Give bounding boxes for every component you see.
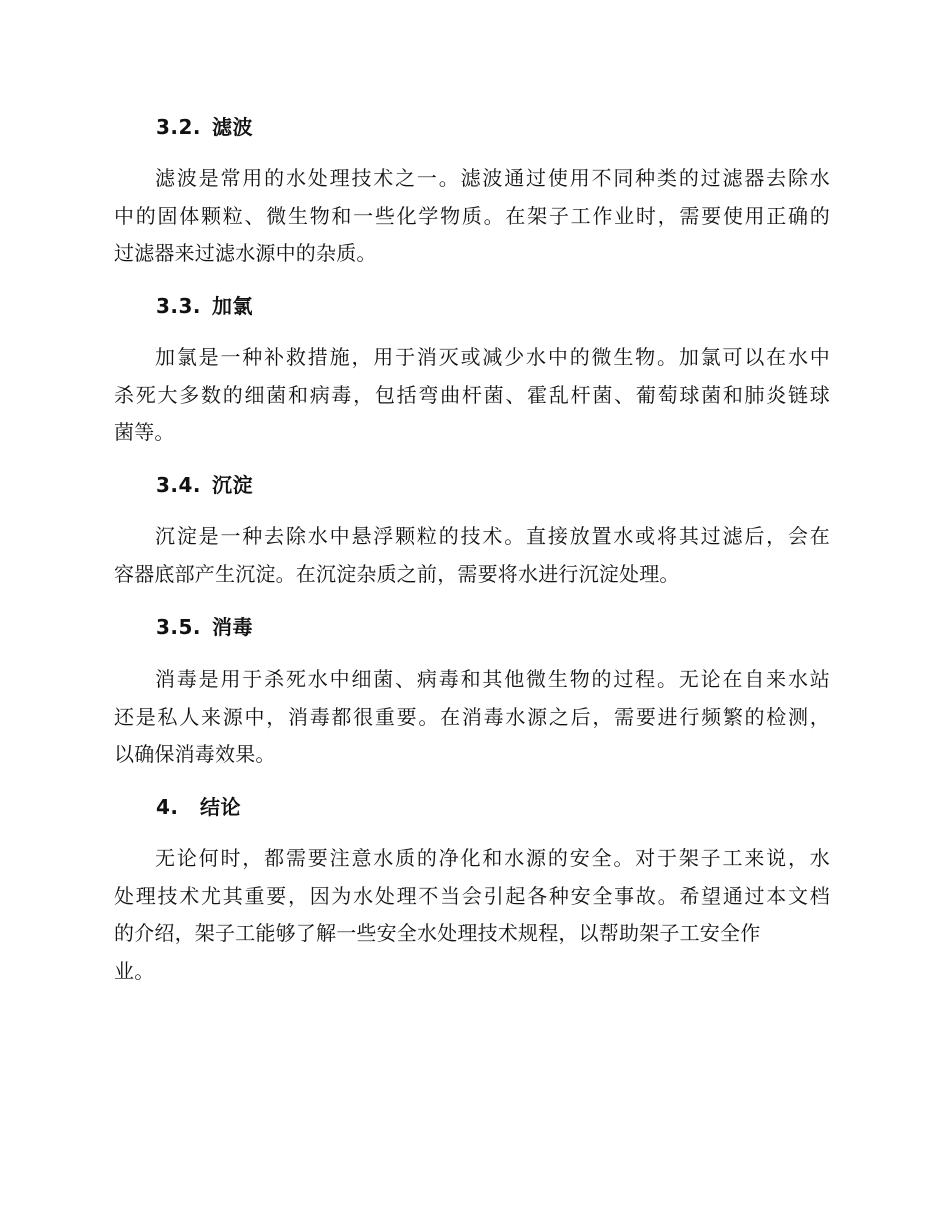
- paragraph-line: 无论何时，都需要注意水质的净化和水源的安全。对于架子工来说，水: [155, 846, 830, 870]
- paragraph-line: 业。: [114, 958, 155, 983]
- section-heading-3-3: [156, 292, 253, 320]
- section-title: 沉淀: [212, 473, 253, 497]
- paragraph-line: 还是私人来源中，消毒都很重要。在消毒水源之后，需要进行频繁的检测，: [114, 704, 830, 729]
- section-heading-3-5: [156, 613, 253, 641]
- section-title: 加氯: [212, 294, 253, 318]
- paragraph-line: 加氯是一种补救措施，用于消灭或减少水中的微生物。加氯可以在水中: [155, 345, 830, 369]
- section-paragraph-3-4: [114, 518, 830, 593]
- section-number: 4.: [156, 795, 179, 819]
- section-paragraph-3-2: [114, 160, 830, 273]
- section-heading-4: [156, 793, 241, 821]
- section-number: 3.2.: [156, 115, 202, 139]
- section-number: 3.3.: [156, 294, 202, 318]
- paragraph-line: 杀死大多数的细菌和病毒，包括弯曲杆菌、霍乱杆菌、葡萄球菌和肺炎链球: [114, 382, 830, 407]
- paragraph-line: 消毒是用于杀死水中细菌、病毒和其他微生物的过程。无论在自来水站: [155, 667, 830, 691]
- paragraph-line: 的介绍，架子工能够了解一些安全水处理技术规程，以帮助架子工安全作: [114, 921, 761, 945]
- paragraph-line: 滤波是常用的水处理技术之一。滤波通过使用不同种类的过滤器去除水: [155, 166, 830, 190]
- paragraph-line: 过滤器来过滤水源中的杂质。: [114, 241, 377, 265]
- paragraph-line: 沉淀是一种去除水中悬浮颗粒的技术。直接放置水或将其过滤后，会在: [155, 524, 830, 548]
- section-heading-3-4: [156, 471, 253, 499]
- paragraph-line: 处理技术尤其重要，因为水处理不当会引起各种安全事故。希望通过本文档: [114, 883, 830, 908]
- paragraph-line: 菌等。: [114, 420, 175, 444]
- section-title: 滤波: [212, 115, 253, 139]
- section-paragraph-3-5: [114, 661, 830, 774]
- section-title: 消毒: [212, 615, 253, 639]
- paragraph-line: 容器底部产生沉淀。在沉淀杂质之前，需要将水进行沉淀处理。: [114, 561, 680, 586]
- paragraph-line: 以确保消毒效果。: [114, 742, 276, 766]
- paragraph-line: 中的固体颗粒、微生物和一些化学物质。在架子工作业时，需要使用正确的: [114, 203, 830, 228]
- section-number: 3.5.: [156, 615, 202, 639]
- section-paragraph-3-3: [114, 339, 830, 452]
- section-number: 3.4.: [156, 473, 202, 497]
- section-title: 结论: [200, 795, 241, 819]
- section-heading-3-2: [156, 113, 253, 141]
- section-paragraph-4: [114, 840, 830, 990]
